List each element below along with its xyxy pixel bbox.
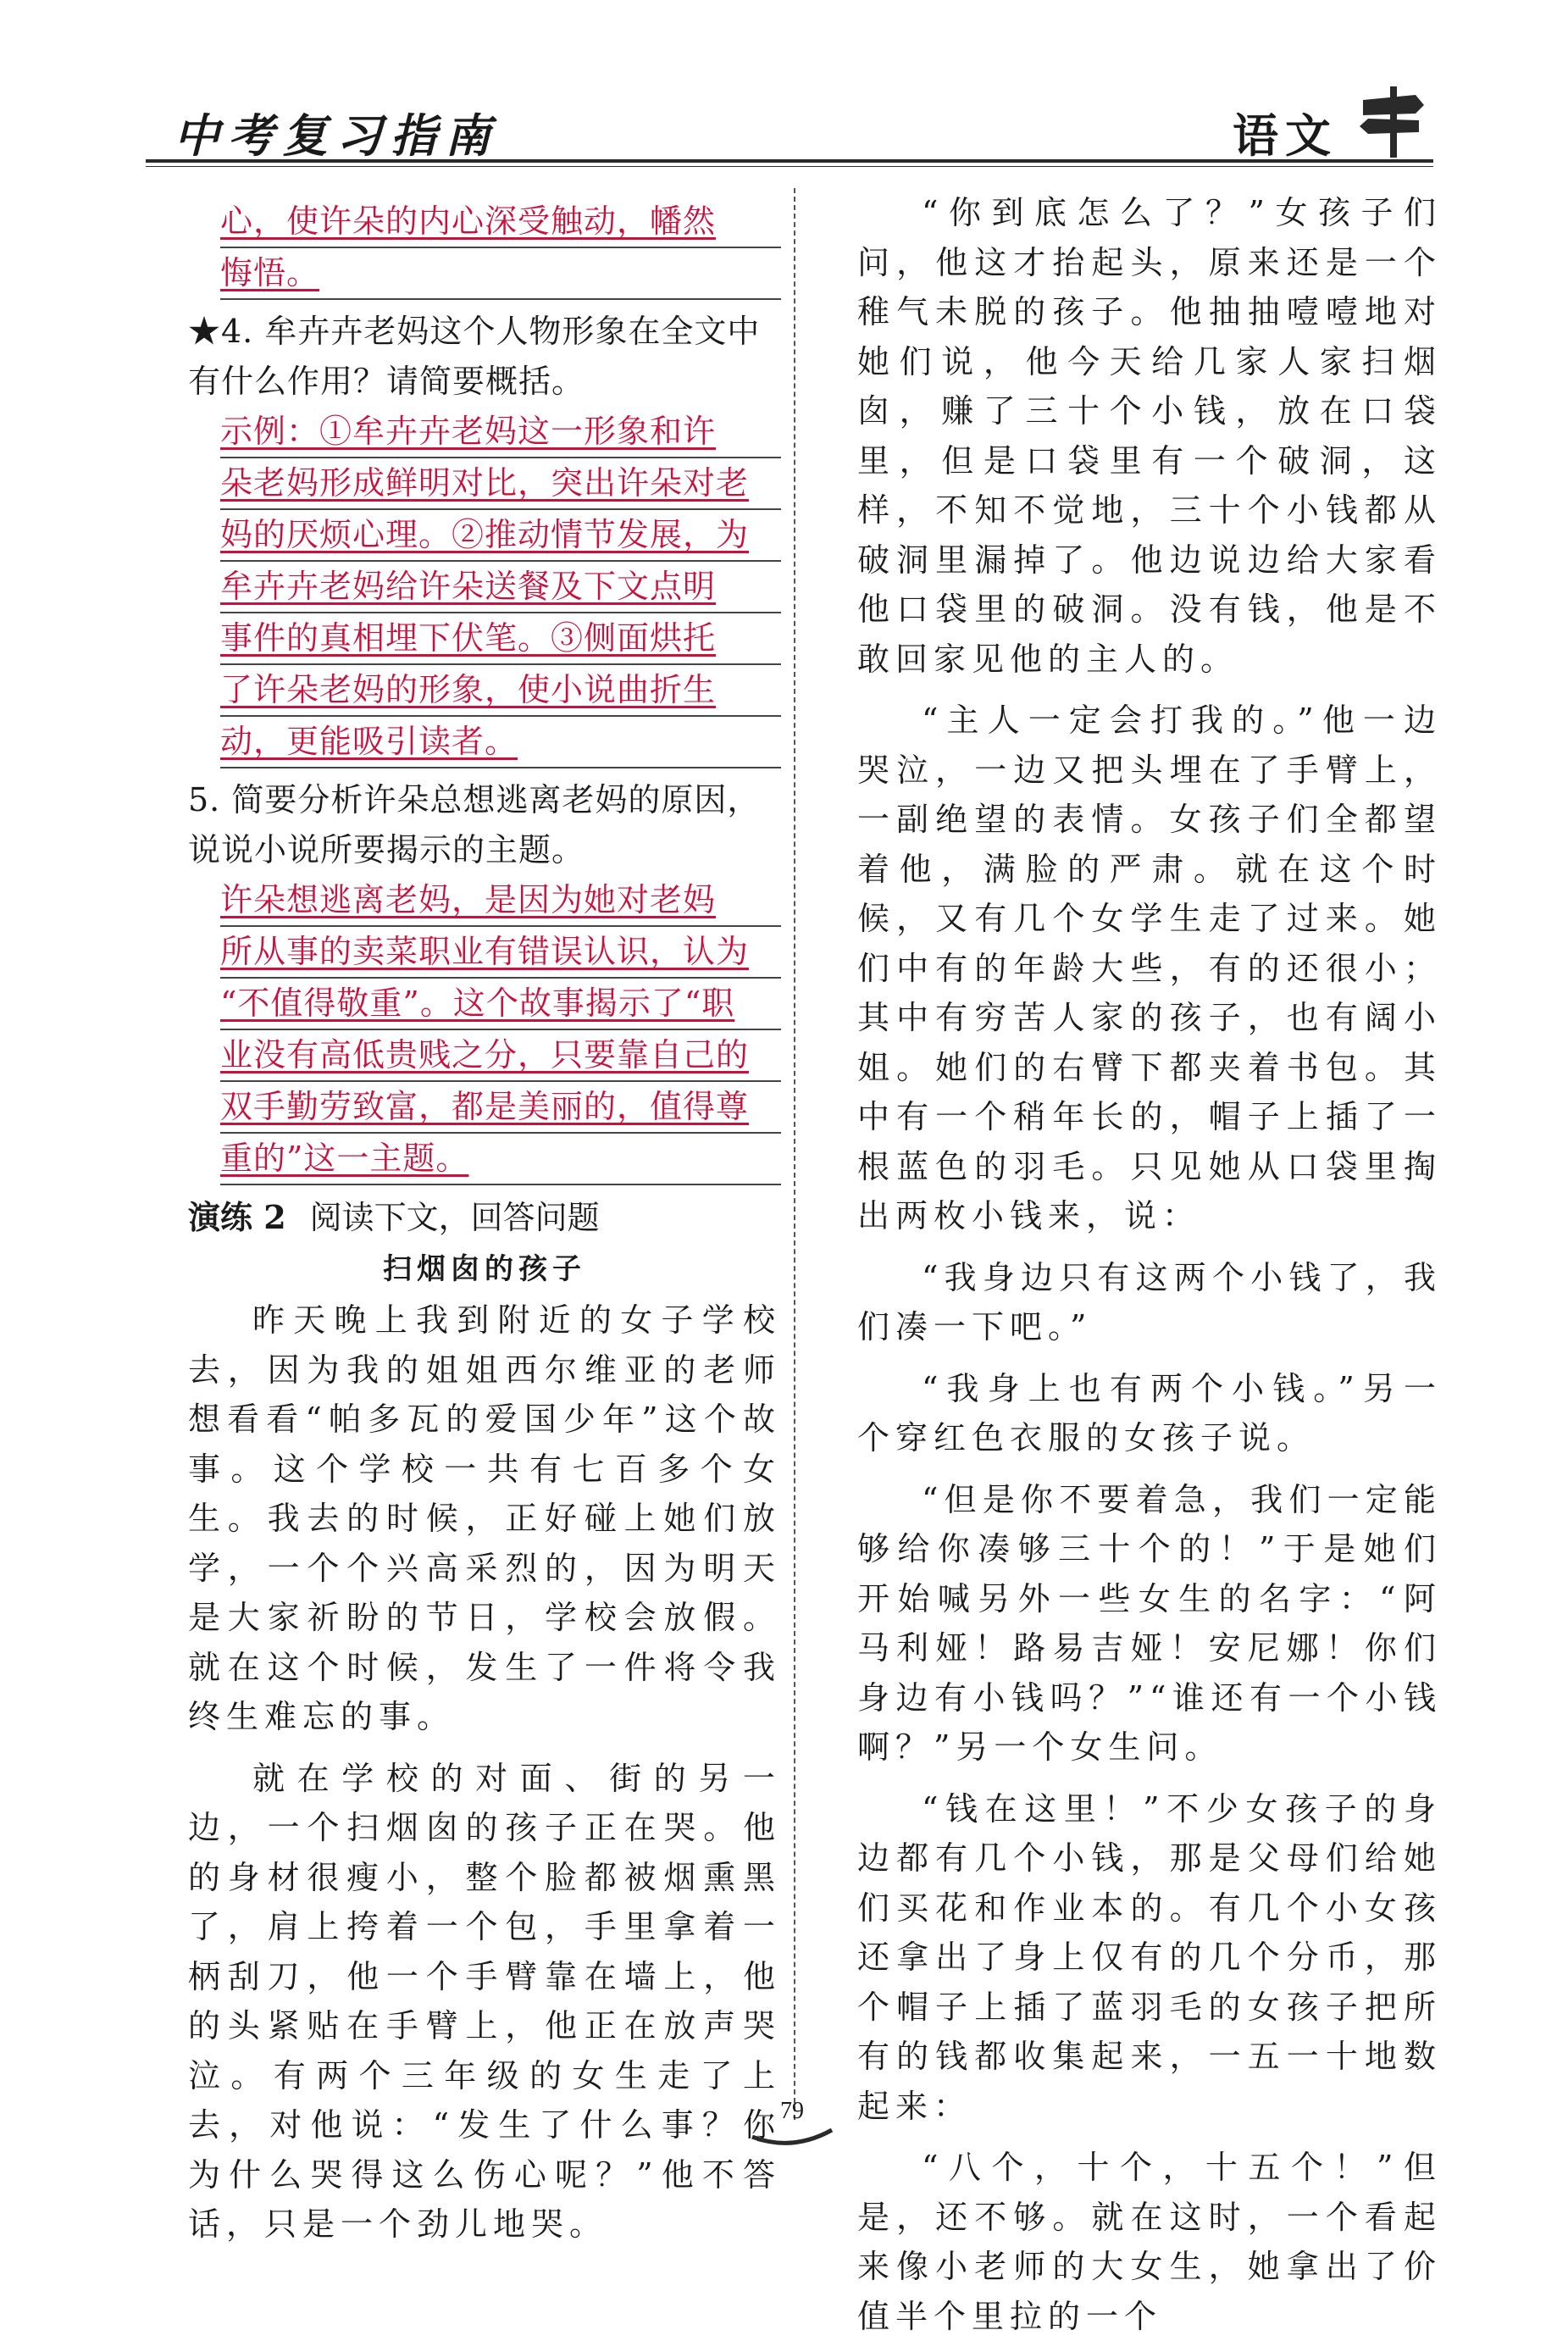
- question-5: 5. 简要分析许朵总想逃离老妈的原因，说说小说所要揭示的主题。: [188, 781, 761, 868]
- signpost-icon: [1360, 81, 1427, 158]
- page-number: 79: [780, 2098, 804, 2124]
- header-book-title: 中考复习指南: [174, 108, 499, 163]
- story-title: 扫烟囱的孩子: [383, 1252, 586, 1286]
- story-paragraph: “但是你不要着急，我们一定能够给你凑够三十个的！”于是她们开始喊另外一些女生的名字：“阿马利娅！路易吉娅！安尼娜！你们身边有小钱吗？”“谁还有一个小钱啊？”另一个女生问。: [857, 1480, 1442, 1766]
- right-column: [857, 188, 1442, 2341]
- answer-line: 动，更能吸引读者。: [220, 717, 781, 768]
- header-subject: 语文: [1233, 108, 1338, 163]
- answer-line: 牟卉卉老妈给许朵送餐及下文点明: [220, 562, 781, 613]
- answer3-tail: [220, 197, 781, 300]
- drill-instruction: 阅读下文，回答问题: [309, 1199, 600, 1236]
- answer-line: 示例：①牟卉卉老妈这一形象和许: [220, 407, 781, 458]
- page-number-badge: [745, 2096, 839, 2147]
- story-paragraph: “钱在这里！”不少女孩子的身边都有几个小钱，那是父母们给她们买花和作业本的。有几个小女孩还拿出了身上仅有的几个分币，那个帽子上插了蓝羽毛的女孩子把所有的钱都收集起来，一五一十地数起来：: [857, 1789, 1442, 2125]
- story-paragraph: 昨天晚上我到附近的女子学校去，因为我的姐姐西尔维亚的老师想看看“帕多瓦的爱国少年”这个故事。这个学校一共有七百多个女生。我去的时候，正好碰上她们放学，一个个兴高采烈的，因为明天是大家祈盼的节日，学校会放假。就在这个时候，发生了一件将令我终生难忘的事。: [188, 1301, 781, 1735]
- answer-line: 重的”这一主题。: [220, 1134, 781, 1185]
- answer-line: “不值得敬重”。这个故事揭示了“职: [220, 979, 781, 1030]
- answer-line: 了许朵老妈的形象，使小说曲折生: [220, 665, 781, 717]
- answer-line: 朵老妈形成鲜明对比，突出许朵对老: [220, 458, 781, 510]
- answer-line: 事件的真相埋下伏笔。③侧面烘托: [220, 613, 781, 665]
- answer-line: 心，使许朵的内心深受触动，幡然: [220, 197, 781, 248]
- question-4: ★4. 牟卉卉老妈这个人物形象在全文中有什么作用？请简要概括。: [188, 313, 761, 400]
- answer-line: 双手勤劳致富，都是美丽的，值得尊: [220, 1082, 781, 1134]
- answer-5: [220, 875, 781, 1185]
- drill-heading: [188, 1192, 781, 1243]
- drill-label: 演练 2: [188, 1198, 286, 1236]
- answer-line: 许朵想逃离老妈，是因为她对老妈: [220, 875, 781, 927]
- answer-line: 所从事的卖菜职业有错误认识，认为: [220, 927, 781, 979]
- answer-4: [220, 407, 781, 768]
- answer-line: 悔悟。: [220, 248, 781, 300]
- story-paragraph: 就在学校的对面、街的另一边，一个扫烟囱的孩子正在哭。他的身材很瘦小，整个脸都被烟熏黑了，肩上挎着一个包，手里拿着一柄刮刀，他一个手臂靠在墙上，他的头紧贴在手臂上，他正在放声哭泣。有两个三年级的女生走了上去，对他说：“发生了什么事？你为什么哭得这么伤心呢？”他不答话，只是一个劲儿地哭。: [188, 1759, 781, 2243]
- header-rule: [146, 159, 1433, 163]
- story-paragraph: “我身边只有这两个小钱了，我们凑一下吧。”: [857, 1258, 1442, 1345]
- answer-line: 妈的厌烦心理。②推动情节发展，为: [220, 510, 781, 562]
- story-paragraph: “八个，十个，十五个！”但是，还不够。就在这时，一个看起来像小老师的大女生，她拿出了价值半个里拉的一个: [857, 2149, 1442, 2335]
- column-divider: [794, 188, 795, 2120]
- story-paragraph: “你到底怎么了？”女孩子们问，他这才抬起头，原来还是一个稚气未脱的孩子。他抽抽噎噎地对她们说，他今天给几家人家扫烟囱，赚了三十个小钱，放在口袋里，但是口袋里有一个破洞，这样，不知不觉地，三十个小钱都从破洞里漏掉了。他边说边给大家看他口袋里的破洞。没有钱，他是不敢回家见他的主人的。: [857, 194, 1442, 678]
- story-paragraph: “我身上也有两个小钱。”另一个穿红色衣服的女孩子说。: [857, 1369, 1442, 1456]
- header-rule-thin: [146, 166, 1433, 167]
- answer-line: 业没有高低贵贱之分，只要靠自己的: [220, 1030, 781, 1082]
- story-paragraph: “主人一定会打我的。”他一边哭泣，一边又把头埋在了手臂上，一副绝望的表情。女孩子们全都望着他，满脸的严肃。就在这个时候，又有几个女学生走了过来。她们中有的年龄大些，有的还很小；其中有穷苦人家的孩子，也有阔小姐。她们的右臂下都夹着书包。其中有一个稍年长的，帽子上插了一根蓝色的羽毛。只见她从口袋里掏出两枚小钱来，说：: [857, 702, 1442, 1234]
- left-column: [188, 197, 781, 2249]
